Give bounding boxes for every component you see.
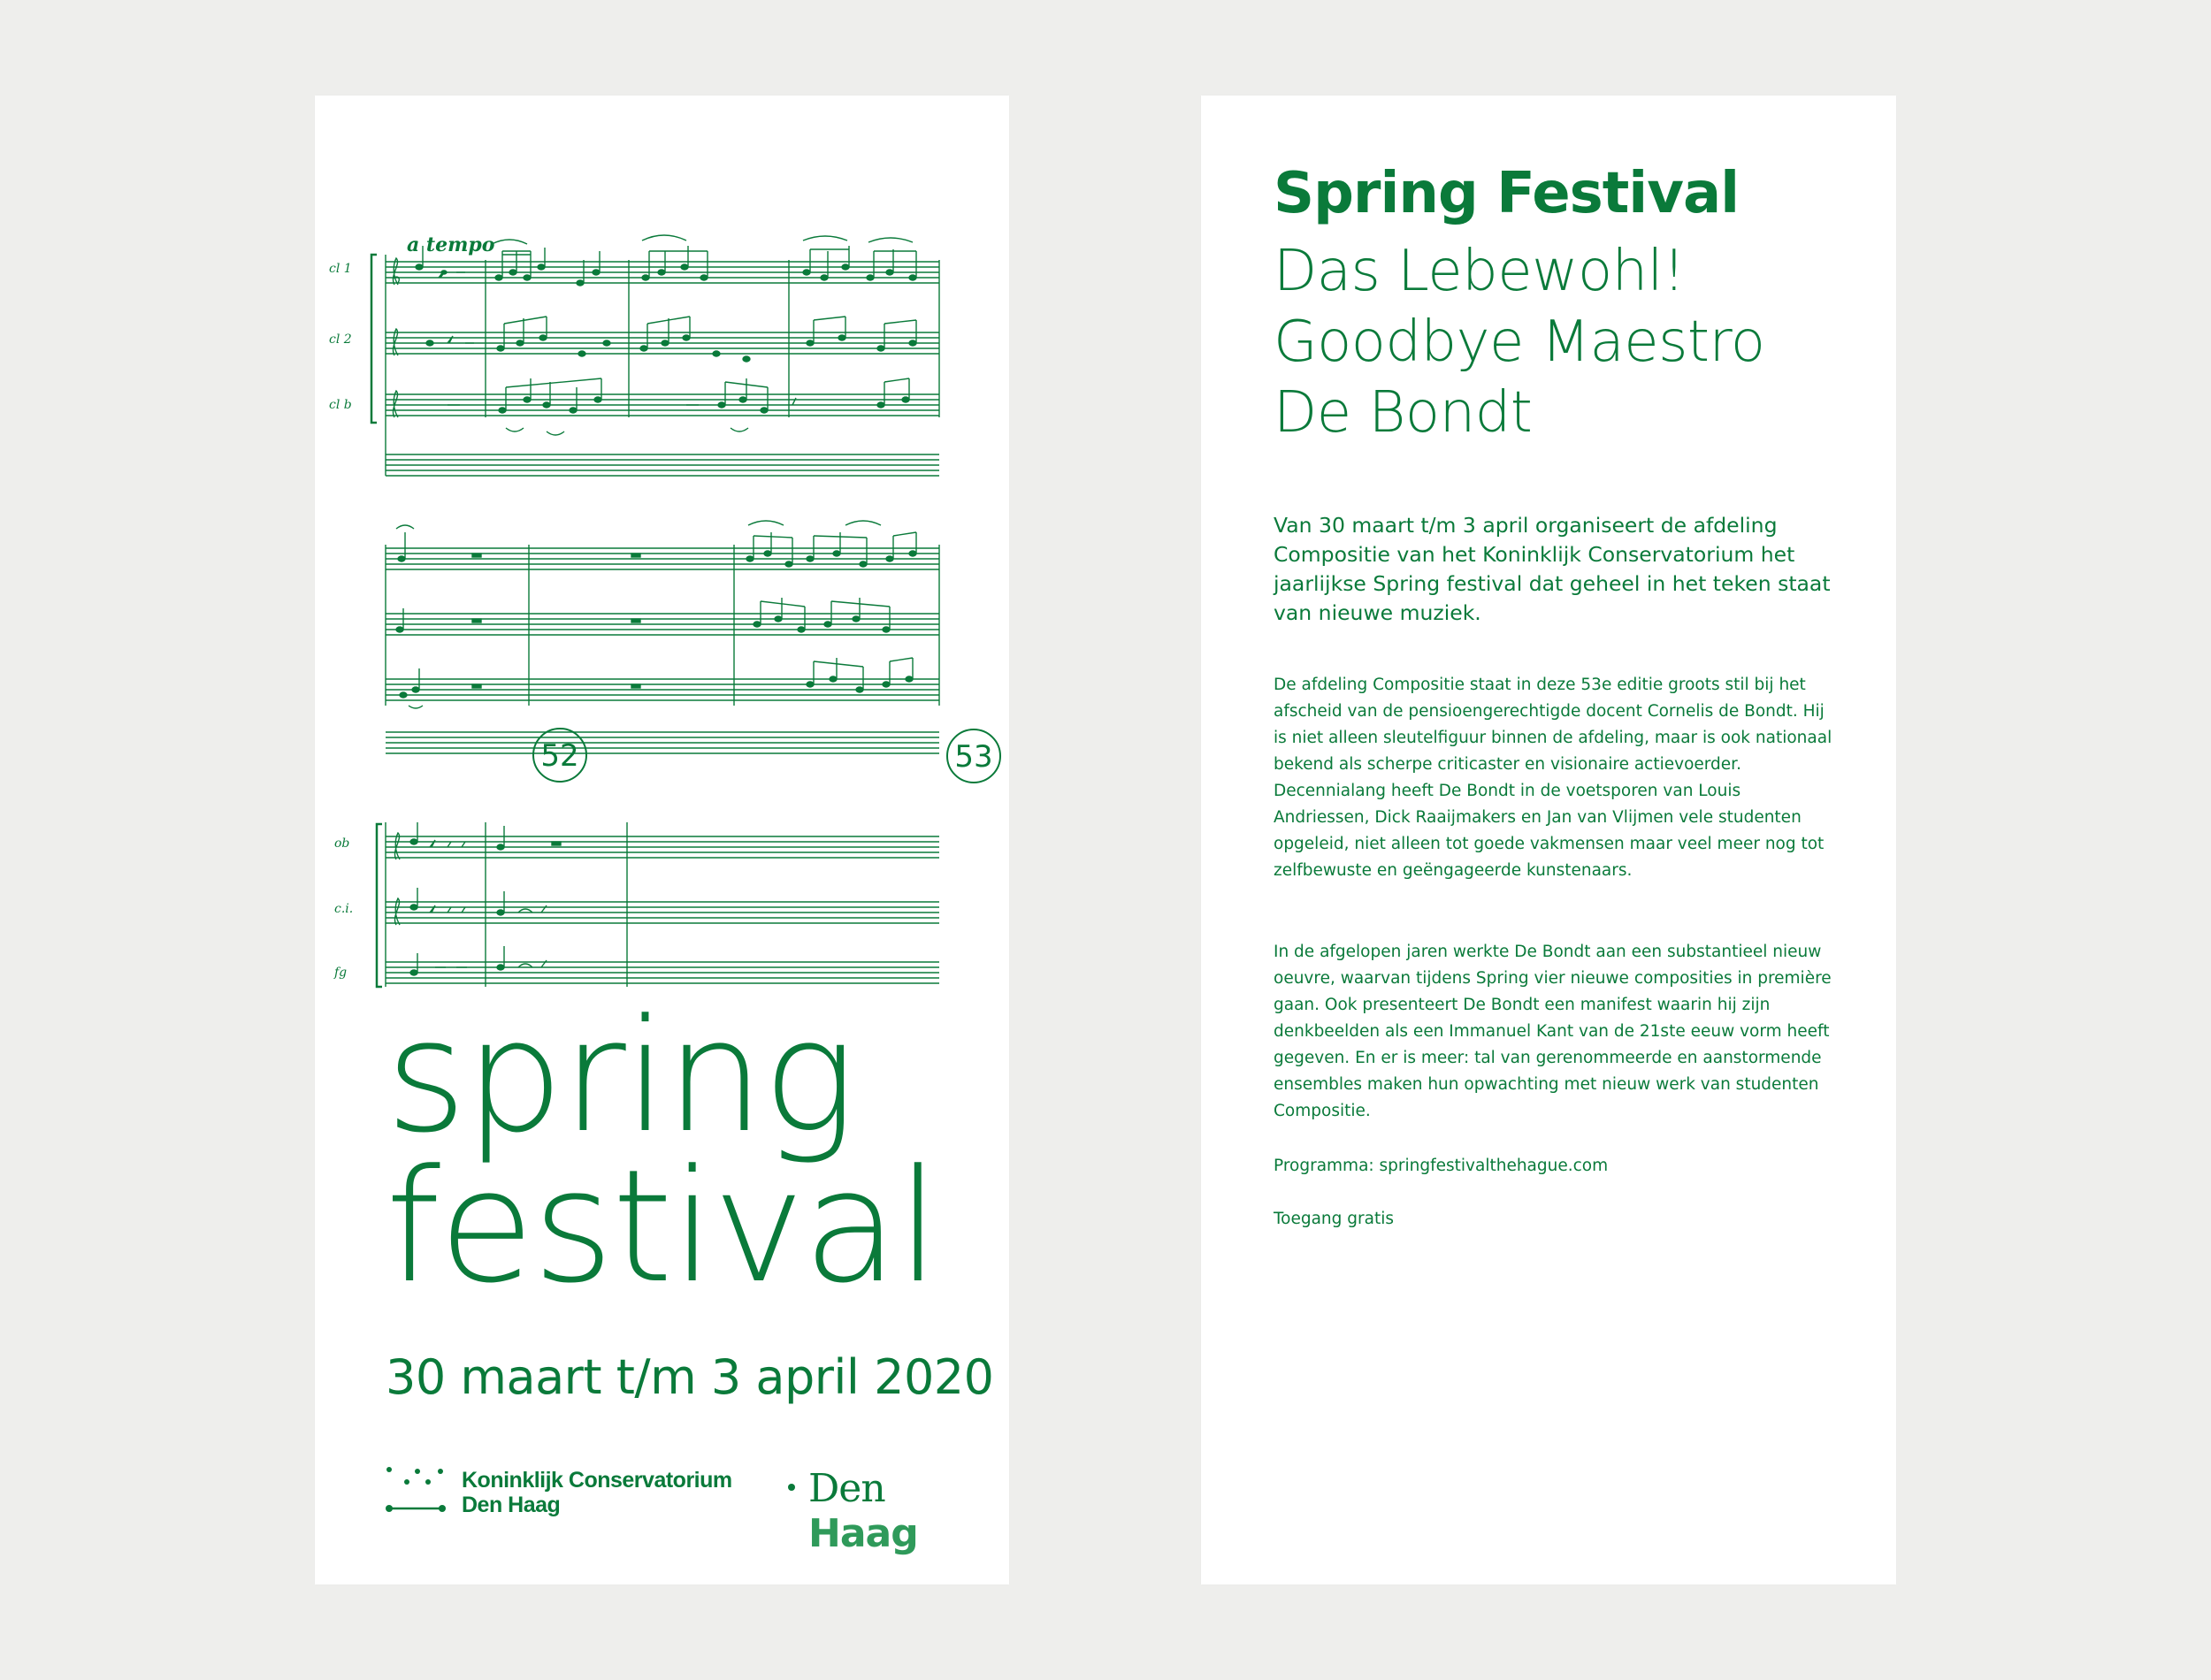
instrument-label-cl2: cl 2: [329, 332, 352, 347]
music-score: [315, 95, 1009, 989]
programma-link: Programma: springfestivalthehague.com: [1274, 1157, 1609, 1175]
festival-dates: 30 maart t/m 3 april 2020: [386, 1349, 994, 1405]
score-system-1: [371, 235, 939, 476]
tempo-mark-1: a tempo: [407, 233, 495, 256]
den-haag-logo-haag: Haag: [808, 1511, 918, 1556]
sponsor-logos: [386, 1457, 1005, 1556]
score-system-2: [386, 521, 1000, 783]
conservatorium-logo-icon: [386, 1464, 448, 1517]
conservatorium-name: Koninklijk Conservatorium: [462, 1468, 732, 1493]
back-subtitle-line3: De Bondt: [1274, 380, 1533, 446]
den-haag-logo: [808, 1466, 1005, 1556]
body-paragraph-1: De afdeling Compositie staat in deze 53e editie groots stil bij het afscheid van de pensioengerechtigde docent Cornelis de Bondt. Hij is niet alleen sleutelfiguur binnen de afdeling, maar is ook nationaal bekend als scherpe criticaster en visionaire actievoerder. Decennialang heeft De Bondt in de voetsporen van Louis Andriessen, Dick Raaijmakers en Jan van Vlijmen vele studenten opgeleid, niet alleen tot goede vakmensen maar veel meer nog tot zelfbewuste en geëngageerde kunstenaars.: [1274, 676, 1832, 880]
instrument-label-ob: ob: [334, 836, 350, 851]
festival-title-line1: spring: [386, 986, 854, 1167]
conservatorium-city: Den Haag: [462, 1493, 561, 1517]
body-paragraph-2: In de afgelopen jaren werkte De Bondt aan een substantieel nieuw oeuvre, waarvan tijdens Spring vier nieuwe composities in première gaan. Ook presenteert De Bondt een manifest waarin hij zijn denkbeelden als een Immanuel Kant van de 21ste eeuw vorm heeft gegeven. En er is meer: tal van gerenommeerde en aanstormende ensembles maken hun opwachting met nieuw werk van studenten Compositie.: [1274, 943, 1832, 1120]
instrument-label-clb: cl b: [329, 398, 352, 412]
back-subtitle-line2: Goodbye Maestro: [1274, 309, 1765, 375]
back-subtitle-line1: Das Lebewohl!: [1274, 239, 1686, 304]
flyer-front: [315, 95, 1009, 1585]
score-system-3: [377, 822, 939, 987]
den-haag-logo-den: Den: [808, 1466, 885, 1511]
instrument-label-fg: fg: [334, 966, 348, 980]
rehearsal-mark-52: 52: [540, 738, 579, 774]
logo-separator: [788, 1484, 795, 1491]
festival-title-line2: festival: [386, 1136, 938, 1317]
instrument-label-cl1: cl 1: [329, 262, 352, 276]
instrument-label-ci: c.i.: [334, 902, 354, 916]
lead-paragraph: Van 30 maart t/m 3 april organiseert de afdeling Compositie van het Koninklijk Conservatorium het jaarlijkse Spring festival dat geheel in het teken staat van nieuwe muziek.: [1274, 513, 1831, 625]
rehearsal-mark-53: 53: [954, 739, 993, 775]
toegang-note: Toegang gratis: [1274, 1210, 1395, 1228]
back-heading: Spring Festival: [1274, 161, 1740, 226]
flyer-back: [1201, 95, 1896, 1585]
score-graphic: [315, 95, 1009, 989]
